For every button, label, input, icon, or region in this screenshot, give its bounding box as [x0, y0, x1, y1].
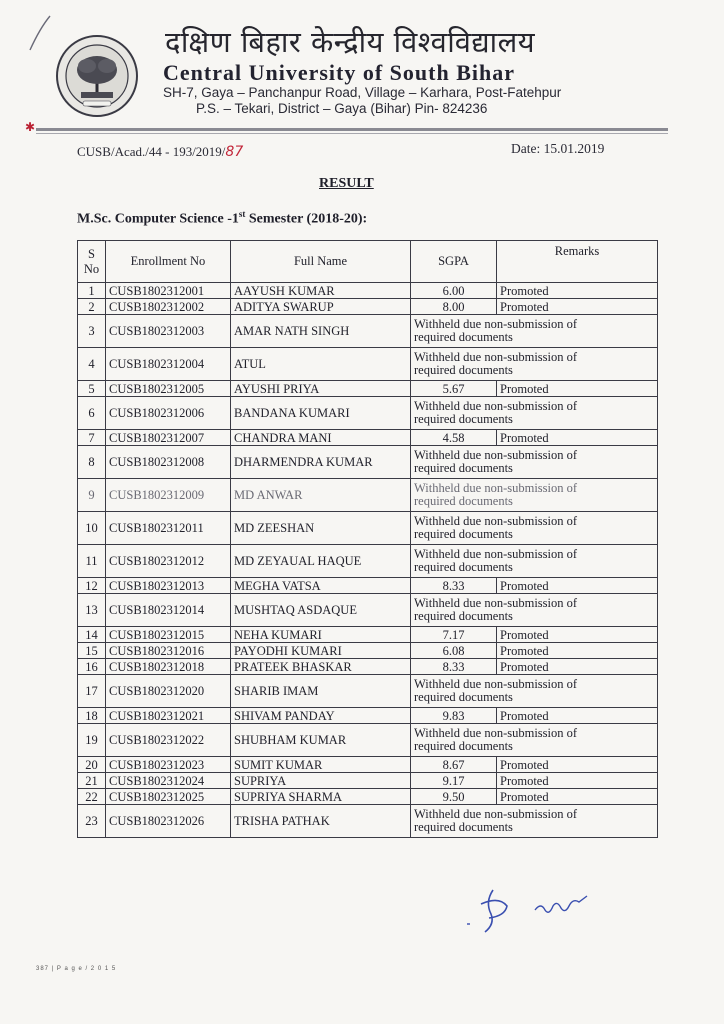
header-sgpa: SGPA [411, 241, 497, 283]
cell-sno: 7 [78, 430, 106, 446]
table-row [78, 430, 658, 446]
cell-name: SHUBHAM KUMAR [231, 724, 411, 757]
university-seal-icon [55, 34, 139, 118]
table-row [78, 348, 658, 381]
address-line-2: P.S. – Tekari, District – Gaya (Bihar) Pin- 824236 [196, 101, 488, 116]
cell-remarks-withheld [411, 348, 658, 381]
header-sno: S No [78, 241, 106, 283]
cell-name: SHIVAM PANDAY [231, 708, 411, 724]
table-row [78, 659, 658, 675]
cell-remarks: Promoted [497, 643, 658, 659]
cell-remarks-withheld [411, 805, 658, 838]
table-row [78, 512, 658, 545]
cell-sno: 17 [78, 675, 106, 708]
withheld-line-2: required documents [414, 363, 513, 377]
cell-enrollment: CUSB1802312001 [106, 283, 231, 299]
cell-sgpa: 5.67 [411, 381, 497, 397]
cell-enrollment: CUSB1802312009 [106, 479, 231, 512]
cell-name: PRATEEK BHASKAR [231, 659, 411, 675]
withheld-line-2: required documents [414, 560, 513, 574]
withheld-line-1: Withheld due non-submission of [414, 547, 578, 561]
withheld-line-2: required documents [414, 412, 513, 426]
cell-remarks: Promoted [497, 578, 658, 594]
cell-sno: 22 [78, 789, 106, 805]
cell-sgpa: 6.00 [411, 283, 497, 299]
cell-sgpa: 8.00 [411, 299, 497, 315]
cell-name: AYUSHI PRIYA [231, 381, 411, 397]
table-row [78, 724, 658, 757]
withheld-line-1: Withheld due non-submission of [414, 514, 578, 528]
cell-enrollment: CUSB1802312003 [106, 315, 231, 348]
handwritten-signature [455, 880, 625, 940]
cell-remarks-withheld [411, 315, 658, 348]
table-row [78, 479, 658, 512]
cell-enrollment: CUSB1802312006 [106, 397, 231, 430]
cell-sgpa: 8.67 [411, 757, 497, 773]
cell-name: TRISHA PATHAK [231, 805, 411, 838]
cell-sno: 8 [78, 446, 106, 479]
cell-remarks-withheld [411, 446, 658, 479]
cell-name: PAYODHI KUMARI [231, 643, 411, 659]
header-remarks: Remarks [497, 241, 658, 283]
cell-remarks-withheld [411, 479, 658, 512]
table-row [78, 675, 658, 708]
cell-enrollment: CUSB1802312020 [106, 675, 231, 708]
result-title: RESULT [319, 176, 374, 191]
cell-enrollment: CUSB1802312025 [106, 789, 231, 805]
cell-sno: 6 [78, 397, 106, 430]
withheld-line-2: required documents [414, 820, 513, 834]
star-mark: ✱ [25, 120, 36, 134]
withheld-line-2: required documents [414, 527, 513, 541]
table-row [78, 283, 658, 299]
cell-name: SUPRIYA [231, 773, 411, 789]
cell-sno: 4 [78, 348, 106, 381]
withheld-line-2: required documents [414, 739, 513, 753]
withheld-line-2: required documents [414, 609, 513, 623]
table-row [78, 397, 658, 430]
cell-sno: 10 [78, 512, 106, 545]
cell-name: MUSHTAQ ASDAQUE [231, 594, 411, 627]
cell-remarks-withheld [411, 675, 658, 708]
cell-remarks-withheld [411, 545, 658, 578]
table-row [78, 757, 658, 773]
table-row [78, 805, 658, 838]
withheld-line-1: Withheld due non-submission of [414, 596, 578, 610]
cell-remarks-withheld [411, 397, 658, 430]
cell-enrollment: CUSB1802312023 [106, 757, 231, 773]
cell-sno: 9 [78, 479, 106, 512]
cell-sgpa: 4.58 [411, 430, 497, 446]
cell-enrollment: CUSB1802312011 [106, 512, 231, 545]
cell-sno: 13 [78, 594, 106, 627]
withheld-line-1: Withheld due non-submission of [414, 481, 578, 495]
withheld-line-1: Withheld due non-submission of [414, 317, 578, 331]
cell-sgpa: 8.33 [411, 578, 497, 594]
cell-name: BANDANA KUMARI [231, 397, 411, 430]
table-row [78, 708, 658, 724]
cell-remarks: Promoted [497, 659, 658, 675]
header-enrollment: Enrollment No [106, 241, 231, 283]
cell-enrollment: CUSB1802312026 [106, 805, 231, 838]
cell-enrollment: CUSB1802312022 [106, 724, 231, 757]
cell-enrollment: CUSB1802312008 [106, 446, 231, 479]
withheld-line-1: Withheld due non-submission of [414, 399, 578, 413]
cell-remarks-withheld [411, 594, 658, 627]
withheld-line-1: Withheld due non-submission of [414, 726, 578, 740]
cell-sno: 19 [78, 724, 106, 757]
cell-sgpa: 9.17 [411, 773, 497, 789]
cell-enrollment: CUSB1802312012 [106, 545, 231, 578]
withheld-line-2: required documents [414, 494, 513, 508]
university-name-hindi: दक्षिण बिहार केन्द्रीय विश्वविद्यालय [165, 25, 536, 59]
cell-sno: 20 [78, 757, 106, 773]
withheld-line-1: Withheld due non-submission of [414, 677, 578, 691]
table-row [78, 594, 658, 627]
cell-enrollment: CUSB1802312021 [106, 708, 231, 724]
cell-sno: 23 [78, 805, 106, 838]
reference-number-text: CUSB/Acad./44 - 193/2019/ [77, 144, 226, 159]
cell-sgpa: 7.17 [411, 627, 497, 643]
cell-sno: 2 [78, 299, 106, 315]
header-divider-thin [36, 133, 668, 134]
withheld-line-2: required documents [414, 330, 513, 344]
cell-name: SHARIB IMAM [231, 675, 411, 708]
cell-remarks-withheld [411, 724, 658, 757]
withheld-line-2: required documents [414, 690, 513, 704]
cell-sno: 21 [78, 773, 106, 789]
table-row [78, 578, 658, 594]
table-row [78, 299, 658, 315]
cell-enrollment: CUSB1802312007 [106, 430, 231, 446]
cell-name: DHARMENDRA KUMAR [231, 446, 411, 479]
program-prefix: M.Sc. Computer Science -1 [77, 211, 239, 227]
program-suffix: Semester (2018-20): [245, 211, 368, 227]
withheld-line-2: required documents [414, 461, 513, 475]
address-line-1: SH-7, Gaya – Panchanpur Road, Village – Karhara, Post-Fatehpur [163, 85, 562, 100]
cell-remarks: Promoted [497, 627, 658, 643]
table-row [78, 446, 658, 479]
table-row [78, 627, 658, 643]
withheld-line-1: Withheld due non-submission of [414, 448, 578, 462]
cell-sgpa: 9.50 [411, 789, 497, 805]
cell-remarks: Promoted [497, 757, 658, 773]
cell-name: SUMIT KUMAR [231, 757, 411, 773]
header-name: Full Name [231, 241, 411, 283]
cell-name: NEHA KUMARI [231, 627, 411, 643]
cell-sno: 11 [78, 545, 106, 578]
cell-enrollment: CUSB1802312013 [106, 578, 231, 594]
results-table [77, 240, 658, 838]
cell-remarks-withheld [411, 512, 658, 545]
footer-mark: 387 | P a g e / 2 0 1 5 [36, 966, 117, 972]
cell-sno: 14 [78, 627, 106, 643]
university-name-english: Central University of South Bihar [163, 60, 515, 85]
document-date: Date: 15.01.2019 [511, 141, 605, 156]
program-heading [77, 209, 367, 228]
cell-enrollment: CUSB1802312004 [106, 348, 231, 381]
cell-remarks: Promoted [497, 430, 658, 446]
cell-name: ATUL [231, 348, 411, 381]
cell-remarks: Promoted [497, 789, 658, 805]
cell-enrollment: CUSB1802312014 [106, 594, 231, 627]
cell-name: MD ANWAR [231, 479, 411, 512]
withheld-line-1: Withheld due non-submission of [414, 807, 578, 821]
cell-name: SUPRIYA SHARMA [231, 789, 411, 805]
cell-enrollment: CUSB1802312024 [106, 773, 231, 789]
cell-remarks: Promoted [497, 283, 658, 299]
cell-sno: 12 [78, 578, 106, 594]
cell-sgpa: 8.33 [411, 659, 497, 675]
cell-name: MEGHA VATSA [231, 578, 411, 594]
cell-name: AAYUSH KUMAR [231, 283, 411, 299]
cell-sno: 5 [78, 381, 106, 397]
table-row [78, 315, 658, 348]
reference-handwritten-suffix: 87 [225, 144, 244, 160]
cell-sgpa: 6.08 [411, 643, 497, 659]
cell-remarks: Promoted [497, 773, 658, 789]
cell-name: AMAR NATH SINGH [231, 315, 411, 348]
cell-sno: 18 [78, 708, 106, 724]
cell-enrollment: CUSB1802312018 [106, 659, 231, 675]
cell-sno: 16 [78, 659, 106, 675]
program-superscript: st [238, 209, 246, 219]
table-header-row [78, 241, 658, 283]
cell-sno: 3 [78, 315, 106, 348]
cell-remarks: Promoted [497, 381, 658, 397]
cell-name: MD ZEYAUAL HAQUE [231, 545, 411, 578]
table-row [78, 773, 658, 789]
cell-name: CHANDRA MANI [231, 430, 411, 446]
cell-sno: 1 [78, 283, 106, 299]
pen-stroke-mark [24, 14, 54, 54]
table-row [78, 789, 658, 805]
cell-remarks: Promoted [497, 299, 658, 315]
cell-enrollment: CUSB1802312005 [106, 381, 231, 397]
header-divider [36, 128, 668, 131]
cell-name: ADITYA SWARUP [231, 299, 411, 315]
table-row [78, 643, 658, 659]
cell-name: MD ZEESHAN [231, 512, 411, 545]
withheld-line-1: Withheld due non-submission of [414, 350, 578, 364]
cell-enrollment: CUSB1802312016 [106, 643, 231, 659]
cell-enrollment: CUSB1802312015 [106, 627, 231, 643]
cell-sno: 15 [78, 643, 106, 659]
reference-number [77, 144, 243, 160]
cell-sgpa: 9.83 [411, 708, 497, 724]
table-row [78, 381, 658, 397]
table-row [78, 545, 658, 578]
cell-remarks: Promoted [497, 708, 658, 724]
cell-enrollment: CUSB1802312002 [106, 299, 231, 315]
